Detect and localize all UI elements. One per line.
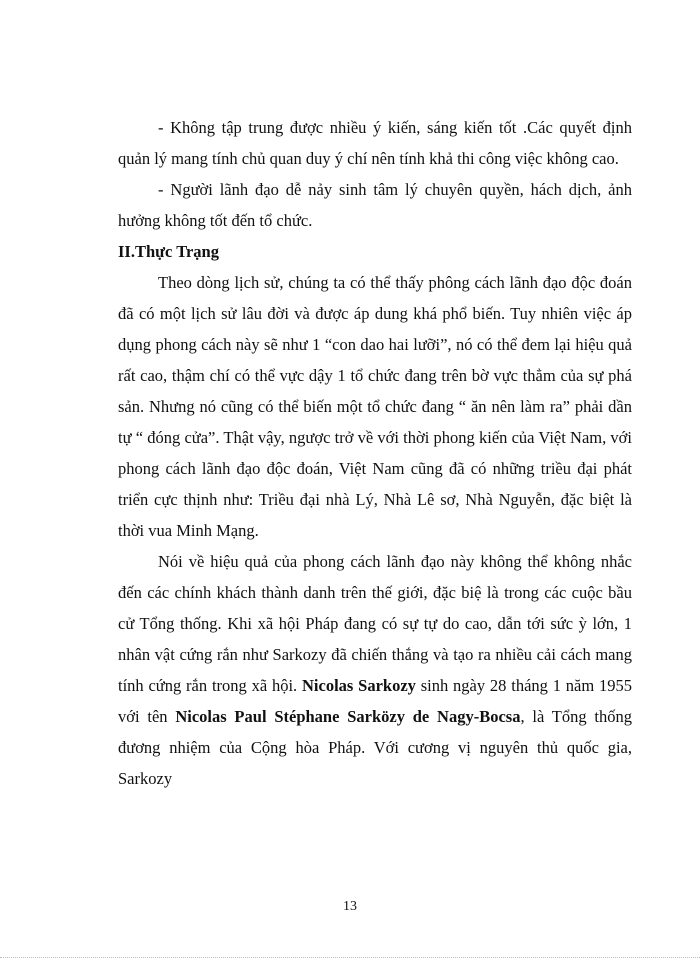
page-number: 13	[343, 899, 357, 914]
sarkozy-name: Nicolas Sarkozy	[302, 676, 416, 695]
sarkozy-full-name: Nicolas Paul Stéphane Sarközy de Nagy-Bocsa	[175, 707, 521, 726]
paragraph-disadvantage-2: - Người lãnh đạo dễ nảy sinh tâm lý chuyên quyền, hách dịch, ảnh hưởng không tốt đến tổ chức.	[118, 180, 632, 230]
page-bottom-divider	[0, 957, 700, 958]
sarkozy-text-1: Nói về hiệu quả của phong cách lãnh đạo này không thể không nhắc đến các chính khách thành danh trên thế giới, đặc biệ là trong các cuộc bầu cử Tổng thống. Khi xã hội Pháp đang có sự tự do cao, dẫn tới sức ỳ lớn, 1 nhân vật cứng rắn như Sarkozy đã chiến thắng và tạo ra nhiều cải cách mang tính cứng rắn trong xã hội.	[118, 552, 632, 695]
paragraph-sarkozy	[118, 546, 632, 794]
page-body	[118, 112, 632, 794]
section-heading: II.Thực Trạng	[118, 242, 219, 261]
sarkozy-text-3: , là Tổng thống đương nhiệm của Cộng hòa Pháp. Với cương vị nguyên thủ quốc gia, Sarkozy	[118, 707, 632, 788]
sarkozy-text-2: sinh ngày 28 tháng 1 năm 1955 với tên	[118, 676, 632, 726]
paragraph-history: Theo dòng lịch sử, chúng ta có thể thấy phông cách lãnh đạo độc đoán đã có một lịch sử lâu đời và được áp dung khá phổ biến. Tuy nhiên việc áp dụng phong cách này sẽ như 1 “con dao hai lưỡi”, nó có thể đem lại hiệu quả rất cao, thậm chí có thể vực dậy 1 tổ chức đang trên bờ vực thẳm của sự phá sản. Nhưng nó cũng có thể biến một tổ chức đang “ ăn nên làm ra” phải dần tự “ đóng cửa”. Thật vậy, ngược trở về với thời phong kiến của Việt Nam, với phong cách lãnh đạo độc đoán, Việt Nam cũng đã có những triều đại phát triển cực thịnh như: Triều đại nhà Lý, Nhà Lê sơ, Nhà Nguyễn, đặc biệt là thời vua Minh Mạng.	[118, 273, 632, 540]
paragraph-disadvantage-1: - Không tập trung được nhiều ý kiến, sáng kiến tốt .Các quyết định quản lý mang tính chủ quan duy ý chí nên tính khả thi công việc không cao.	[118, 118, 632, 168]
